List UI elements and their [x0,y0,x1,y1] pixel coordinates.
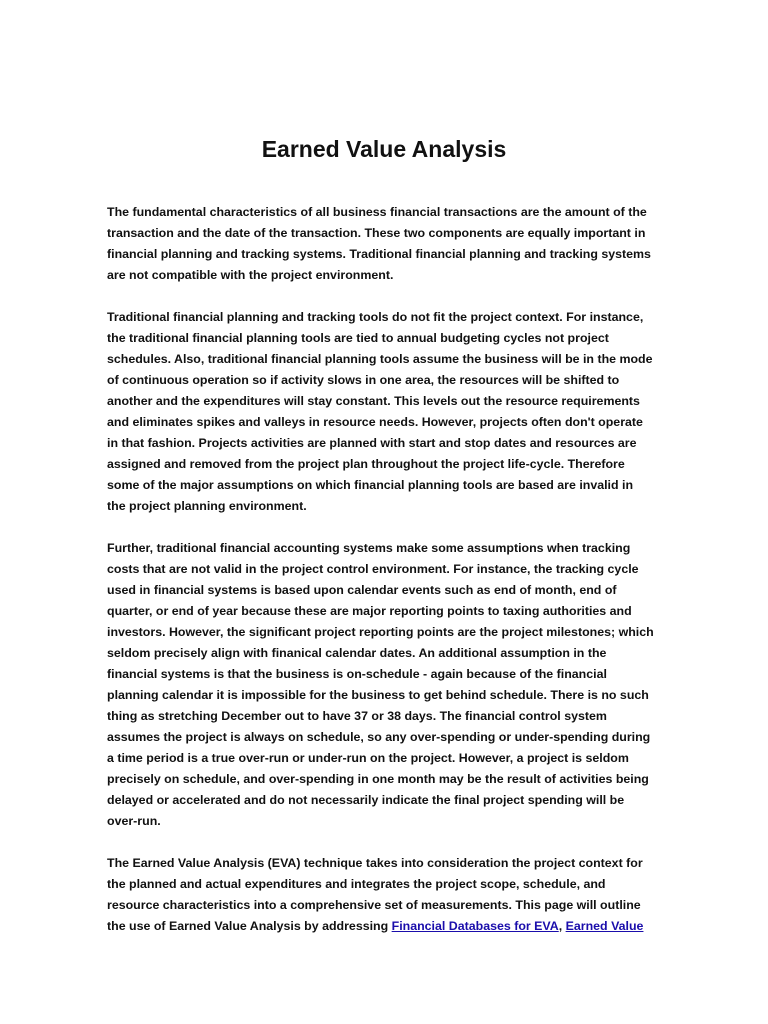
text-line: planning calendar it is impossible for the business to get behind schedule. There is no such [107,688,649,702]
text-line: delayed or accelerated and do not necessarily indicate the final project spending will be [107,793,625,807]
text-line: financial systems is that the business is on-schedule - again because of the financial [107,667,607,681]
text-line: thing as stretching December out to have 37 or 38 days. The financial control system [107,709,607,723]
link-financial-databases-for-eva[interactable]: Financial Databases for EVA [391,919,559,933]
text-line: the planned and actual expenditures and integrates the project scope, schedule, and [107,877,606,891]
text-line: a time period is a true over-run or under-run on the project. However, a project is seldom [107,751,629,765]
text-line: quarter, or end of year because these are major reporting points to taxing authorities and [107,604,632,618]
link-earned-value[interactable]: Earned Value [565,919,644,933]
text-line-with-links [107,916,665,937]
text-line: financial planning and tracking systems. Traditional financial planning and tracking systems [107,247,651,261]
paragraph-4 [107,853,665,937]
document-body [107,202,665,958]
page-title: Earned Value Analysis [261,136,507,162]
text-line: are not compatible with the project environment. [107,268,394,282]
text-line: investors. However, the significant project reporting points are the project milestones; which [107,625,654,639]
text-line: assigned and removed from the project plan throughout the project life-cycle. Therefore [107,457,625,471]
text-line: transaction and the date of the transaction. These two components are equally important in [107,226,646,240]
text-line: costs that are not valid in the project control environment. For instance, the tracking cycle [107,562,639,576]
paragraph-3 [107,538,665,832]
text-line: resource characteristics into a comprehensive set of measurements. This page will outline [107,898,641,912]
text-line: The fundamental characteristics of all business financial transactions are the amount of the [107,205,647,219]
text-line: the project planning environment. [107,499,307,513]
text-line: used in financial systems is based upon calendar events such as end of month, end of [107,583,617,597]
text-line: another and the expenditures will stay constant. This levels out the resource requirements [107,394,640,408]
text-line: and eliminates spikes and valleys in resource needs. However, projects often don't operate [107,415,643,429]
text-line: of continuous operation so if activity slows in one area, the resources will be shifted to [107,373,620,387]
link-separator: , [558,919,566,933]
text-line: over-run. [107,814,161,828]
text-line: the traditional financial planning tools are tied to annual budgeting cycles not project [107,331,609,345]
text-line: assumes the project is always on schedule, so any over-spending or under-spending during [107,730,651,744]
text-line: schedules. Also, traditional financial planning tools assume the business will be in the mode [107,352,653,366]
text-line: some of the major assumptions on which financial planning tools are based are invalid in [107,478,634,492]
text-segment: the use of Earned Value Analysis by addressing [107,919,392,933]
text-line: The Earned Value Analysis (EVA) technique takes into consideration the project context for [107,856,643,870]
paragraph-2 [107,307,665,517]
text-line: precisely on schedule, and over-spending in one month may be the result of activities being [107,772,649,786]
text-line: Traditional financial planning and tracking tools do not fit the project context. For instance, [107,310,644,324]
paragraph-1 [107,202,665,286]
text-line: in that fashion. Projects activities are planned with start and stop dates and resources are [107,436,637,450]
text-line: Further, traditional financial accounting systems make some assumptions when tracking [107,541,631,555]
text-line: seldom precisely align with finanical calendar dates. An additional assumption in the [107,646,607,660]
